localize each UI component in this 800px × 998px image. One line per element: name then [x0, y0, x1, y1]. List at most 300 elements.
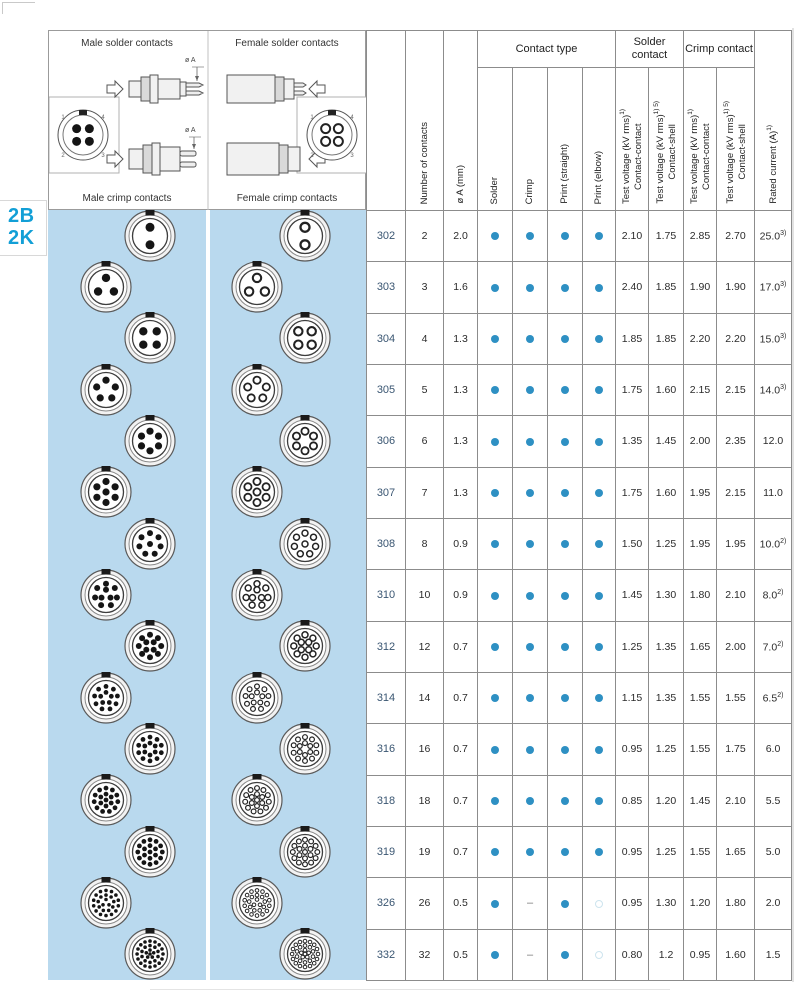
panel-divider: [206, 210, 210, 980]
col-header-test-voltage-solder-contact-shell: Test voltage (kV rms)$^{1) 5)}$ Contact-shell: [649, 68, 684, 211]
test-voltage-cell: 1.2: [649, 929, 684, 980]
reference-cell: 326: [367, 878, 406, 929]
table-row: [367, 416, 792, 467]
availability-dot: [526, 284, 534, 292]
test-voltage-cell: 1.65: [717, 826, 755, 877]
rated-current-cell: 14.0$^{3)}$: [755, 364, 792, 415]
table-row: [367, 826, 792, 877]
contact-type-cell: [478, 621, 513, 672]
availability-open-circle: [595, 951, 603, 959]
female-face-view: [307, 110, 357, 160]
test-voltage-cell: 1.35: [616, 416, 649, 467]
test-voltage-cell: 1.15: [616, 672, 649, 723]
availability-dot: [595, 746, 603, 754]
table-row: [367, 672, 792, 723]
number-of-contacts-cell: 10: [406, 570, 444, 621]
test-voltage-cell: 1.65: [684, 621, 717, 672]
availability-dot: [561, 592, 569, 600]
availability-dot: [491, 284, 499, 292]
reference-cell: 312: [367, 621, 406, 672]
female-contact-face-319: [278, 825, 332, 884]
availability-dot: [491, 335, 499, 343]
contact-arrangement-panel: [48, 210, 366, 980]
page-edge-line-bottom: [150, 989, 670, 990]
series-label-2k: 2K: [8, 227, 35, 249]
table-row: [367, 467, 792, 518]
test-voltage-cell: 1.55: [717, 672, 755, 723]
female-contact-face-306: [278, 414, 332, 473]
female-contact-face-312: [278, 619, 332, 678]
test-voltage-cell: 1.60: [717, 929, 755, 980]
number-of-contacts-cell: 5: [406, 364, 444, 415]
table-row: [367, 878, 792, 929]
label-male-crimp-contacts: Male crimp contacts: [82, 193, 172, 204]
contact-type-cell: [513, 262, 548, 313]
contact-type-cell: [583, 416, 616, 467]
test-voltage-cell: 1.25: [616, 621, 649, 672]
male-contact-face-302: [123, 209, 177, 268]
availability-dot: [526, 797, 534, 805]
dimension-label-solder: ø A: [185, 57, 196, 64]
female-contact-face-307: [230, 465, 284, 524]
contact-type-cell: [548, 262, 583, 313]
contact-type-cell: [583, 775, 616, 826]
availability-dot: [595, 694, 603, 702]
face-contact-number: 1: [61, 115, 65, 121]
test-voltage-cell: 1.35: [649, 621, 684, 672]
test-voltage-cell: 0.95: [616, 826, 649, 877]
test-voltage-cell: 2.00: [684, 416, 717, 467]
label-male-solder-contacts: Male solder contacts: [81, 38, 173, 49]
contact-type-cell: [478, 929, 513, 980]
availability-dot: [526, 746, 534, 754]
test-voltage-cell: 1.30: [649, 570, 684, 621]
contact-type-cell: [513, 416, 548, 467]
test-voltage-cell: 1.45: [649, 416, 684, 467]
not-available-dash: –: [526, 897, 534, 910]
availability-dot: [561, 643, 569, 651]
female-contact-face-303: [230, 260, 284, 319]
contact-type-cell: [583, 724, 616, 775]
test-voltage-cell: 1.85: [616, 313, 649, 364]
contact-type-cell: [583, 826, 616, 877]
test-voltage-cell: 1.45: [616, 570, 649, 621]
male-contact-face-318: [79, 773, 133, 832]
availability-dot: [561, 284, 569, 292]
availability-dot: [561, 489, 569, 497]
test-voltage-cell: 1.20: [649, 775, 684, 826]
contact-type-cell: [548, 518, 583, 569]
diameter-cell: 0.7: [444, 775, 478, 826]
test-voltage-cell: 2.10: [717, 570, 755, 621]
test-voltage-cell: 1.25: [649, 724, 684, 775]
availability-dot: [526, 335, 534, 343]
contact-type-cell: [513, 672, 548, 723]
face-contact-number: 3: [350, 153, 354, 159]
reference-cell: 319: [367, 826, 406, 877]
female-contact-face-332: [278, 927, 332, 986]
contact-type-cell: [478, 570, 513, 621]
number-of-contacts-cell: 7: [406, 467, 444, 518]
contact-type-cell: [583, 313, 616, 364]
contact-type-cell: [513, 364, 548, 415]
table-row: [367, 621, 792, 672]
availability-dot: [491, 951, 499, 959]
col-header-crimp: Crimp: [513, 68, 548, 211]
availability-dot: [526, 438, 534, 446]
number-of-contacts-cell: 14: [406, 672, 444, 723]
test-voltage-cell: 2.10: [616, 211, 649, 262]
female-contact-face-326: [230, 876, 284, 935]
group-header-crimp-contact: Crimp contact: [684, 31, 755, 68]
female-contact-face-316: [278, 722, 332, 781]
test-voltage-cell: 1.85: [649, 262, 684, 313]
test-voltage-cell: 1.55: [684, 826, 717, 877]
availability-dot: [595, 592, 603, 600]
contact-type-cell: [478, 775, 513, 826]
availability-dot: [561, 797, 569, 805]
contact-type-cell: [583, 672, 616, 723]
spec-table: [366, 30, 792, 981]
availability-dot: [561, 386, 569, 394]
contact-type-cell: [548, 724, 583, 775]
contact-type-cell: [513, 878, 548, 929]
female-contact-face-302: [278, 209, 332, 268]
male-contact-face-319: [123, 825, 177, 884]
contact-type-cell: [478, 262, 513, 313]
contact-type-cell: [478, 467, 513, 518]
contact-type-cell: [548, 929, 583, 980]
diameter-cell: 0.7: [444, 621, 478, 672]
availability-dot: [491, 386, 499, 394]
test-voltage-cell: 1.35: [649, 672, 684, 723]
dimension-label-crimp: ø A: [185, 127, 196, 134]
test-voltage-cell: 1.95: [684, 467, 717, 518]
male-contact-face-332: [123, 927, 177, 986]
number-of-contacts-cell: 4: [406, 313, 444, 364]
female-contact-face-310: [230, 568, 284, 627]
reference-cell: 305: [367, 364, 406, 415]
male-contact-face-326: [79, 876, 133, 935]
male-contact-face-304: [123, 311, 177, 370]
number-of-contacts-cell: 16: [406, 724, 444, 775]
number-of-contacts-cell: 6: [406, 416, 444, 467]
reference-cell: 307: [367, 467, 406, 518]
rated-current-cell: 7.0$^{2)}$: [755, 621, 792, 672]
availability-dot: [561, 951, 569, 959]
col-header-solder: Solder: [478, 68, 513, 211]
reference-cell: 318: [367, 775, 406, 826]
table-row: [367, 929, 792, 980]
test-voltage-cell: 2.15: [717, 467, 755, 518]
male-contact-face-306: [123, 414, 177, 473]
contact-type-cell: [548, 775, 583, 826]
diameter-cell: 1.3: [444, 416, 478, 467]
male-face-view: [58, 110, 108, 160]
availability-dot: [491, 900, 499, 908]
contact-type-cell: [513, 518, 548, 569]
reference-cell: 314: [367, 672, 406, 723]
male-contact-face-307: [79, 465, 133, 524]
contact-type-cell: [478, 826, 513, 877]
col-header-diameter: ø A (mm): [444, 31, 478, 211]
availability-dot: [561, 540, 569, 548]
reference-cell: 332: [367, 929, 406, 980]
contact-type-cell: [548, 826, 583, 877]
rated-current-cell: 6.0: [755, 724, 792, 775]
rated-current-cell: 6.5$^{2)}$: [755, 672, 792, 723]
diameter-cell: 1.6: [444, 262, 478, 313]
availability-dot: [595, 335, 603, 343]
contact-type-cell: [548, 313, 583, 364]
contact-type-cell: [513, 570, 548, 621]
diameter-cell: 0.9: [444, 518, 478, 569]
male-contact-face-312: [123, 619, 177, 678]
diameter-cell: 0.5: [444, 878, 478, 929]
table-row: [367, 724, 792, 775]
availability-open-circle: [595, 900, 603, 908]
test-voltage-cell: 0.95: [616, 724, 649, 775]
face-contact-number: 3: [101, 153, 105, 159]
availability-dot: [491, 746, 499, 754]
reference-cell: 304: [367, 313, 406, 364]
face-contact-number: 2: [61, 153, 65, 159]
rated-current-cell: 8.0$^{2)}$: [755, 570, 792, 621]
contact-type-cell: [513, 826, 548, 877]
contact-type-cell: [548, 878, 583, 929]
rated-current-cell: 5.0: [755, 826, 792, 877]
rated-current-cell: 11.0: [755, 467, 792, 518]
rated-current-cell: 1.5: [755, 929, 792, 980]
female-contact-face-314: [230, 671, 284, 730]
col-header-test-voltage-crimp-contact-contact: Test voltage (kV rms)$^{1)}$ Contact-contact: [684, 68, 717, 211]
reference-cell: 308: [367, 518, 406, 569]
availability-dot: [491, 540, 499, 548]
diameter-cell: 0.7: [444, 826, 478, 877]
test-voltage-cell: 0.95: [616, 878, 649, 929]
page-edge-line: [792, 28, 794, 982]
contact-type-cell: [478, 416, 513, 467]
group-header-solder-contact: Solder contact: [616, 31, 684, 68]
test-voltage-cell: 1.90: [684, 262, 717, 313]
face-contact-number: 2: [310, 153, 314, 159]
test-voltage-cell: 2.85: [684, 211, 717, 262]
diameter-cell: 0.7: [444, 672, 478, 723]
contact-type-cell: [513, 313, 548, 364]
test-voltage-cell: 2.10: [717, 775, 755, 826]
col-header-print-elbow: Print (elbow): [583, 68, 616, 211]
table-row: [367, 313, 792, 364]
test-voltage-cell: 2.70: [717, 211, 755, 262]
col-header-rated-current: Rated current $(A)^{1)}$: [755, 31, 792, 211]
contact-type-cell: [583, 518, 616, 569]
availability-dot: [595, 386, 603, 394]
test-voltage-cell: 1.60: [649, 364, 684, 415]
contact-type-cell: [583, 621, 616, 672]
col-header-test-voltage-crimp-contact-shell: Test voltage (kV rms)$^{1) 5)}$ Contact-shell: [717, 68, 755, 211]
number-of-contacts-cell: 26: [406, 878, 444, 929]
availability-dot: [561, 746, 569, 754]
rated-current-cell: 17.0$^{3)}$: [755, 262, 792, 313]
test-voltage-cell: 2.20: [717, 313, 755, 364]
test-voltage-cell: 0.80: [616, 929, 649, 980]
availability-dot: [595, 284, 603, 292]
test-voltage-cell: 2.35: [717, 416, 755, 467]
test-voltage-cell: 1.90: [717, 262, 755, 313]
label-female-crimp-contacts: Female crimp contacts: [236, 193, 338, 204]
availability-dot: [491, 592, 499, 600]
diameter-cell: 0.7: [444, 724, 478, 775]
test-voltage-cell: 1.50: [616, 518, 649, 569]
series-label-2b: 2B: [8, 205, 35, 228]
rated-current-cell: 10.0$^{2)}$: [755, 518, 792, 569]
availability-dot: [595, 438, 603, 446]
table-row: [367, 211, 792, 262]
test-voltage-cell: 2.15: [717, 364, 755, 415]
availability-dot: [595, 848, 603, 856]
availability-dot: [491, 797, 499, 805]
availability-dot: [526, 232, 534, 240]
availability-dot: [561, 900, 569, 908]
col-header-print-straight: Print (straight): [548, 68, 583, 211]
contact-type-cell: [583, 211, 616, 262]
reference-cell: 302: [367, 211, 406, 262]
availability-dot: [561, 694, 569, 702]
availability-dot: [526, 694, 534, 702]
diameter-cell: 0.5: [444, 929, 478, 980]
reference-cell: 303: [367, 262, 406, 313]
contact-type-cell: [548, 364, 583, 415]
test-voltage-cell: 1.60: [649, 467, 684, 518]
contact-type-cell: [478, 724, 513, 775]
number-of-contacts-cell: 32: [406, 929, 444, 980]
male-contact-face-305: [79, 363, 133, 422]
availability-dot: [561, 438, 569, 446]
test-voltage-cell: 1.25: [649, 826, 684, 877]
contact-type-cell: [513, 211, 548, 262]
test-voltage-cell: 1.55: [684, 672, 717, 723]
diameter-cell: 1.3: [444, 467, 478, 518]
test-voltage-cell: 2.20: [684, 313, 717, 364]
test-voltage-cell: 0.85: [616, 775, 649, 826]
col-header-number-of-contacts: Number of contacts: [406, 31, 444, 211]
availability-dot: [491, 438, 499, 446]
diameter-cell: 1.3: [444, 364, 478, 415]
reference-cell: 306: [367, 416, 406, 467]
reference-cell: 316: [367, 724, 406, 775]
availability-dot: [526, 848, 534, 856]
male-contact-face-308: [123, 517, 177, 576]
number-of-contacts-cell: 2: [406, 211, 444, 262]
contact-type-cell: [513, 775, 548, 826]
contact-type-cell: [583, 364, 616, 415]
face-contact-number: 1: [310, 115, 314, 121]
contact-type-cell: [548, 467, 583, 518]
contact-type-cell: [513, 929, 548, 980]
contact-type-cell: [583, 262, 616, 313]
table-row: [367, 570, 792, 621]
contact-type-cell: [583, 929, 616, 980]
connector-drawings-art: [49, 31, 367, 211]
male-contact-face-316: [123, 722, 177, 781]
series-label-box: [0, 200, 47, 256]
test-voltage-cell: 1.75: [616, 364, 649, 415]
availability-dot: [526, 386, 534, 394]
contact-type-cell: [583, 878, 616, 929]
face-contact-number: 4: [350, 115, 354, 121]
contact-type-cell: [478, 878, 513, 929]
male-contact-face-303: [79, 260, 133, 319]
table-row: [367, 262, 792, 313]
number-of-contacts-cell: 8: [406, 518, 444, 569]
contact-type-cell: [478, 518, 513, 569]
rated-current-cell: 2.0: [755, 878, 792, 929]
test-voltage-cell: 0.95: [684, 929, 717, 980]
contact-type-cell: [548, 570, 583, 621]
table-row: [367, 775, 792, 826]
reference-cell: 310: [367, 570, 406, 621]
diameter-cell: 2.0: [444, 211, 478, 262]
contact-type-cell: [478, 672, 513, 723]
availability-dot: [526, 592, 534, 600]
female-contact-face-308: [278, 517, 332, 576]
test-voltage-cell: 1.80: [717, 878, 755, 929]
number-of-contacts-cell: 3: [406, 262, 444, 313]
not-available-dash: –: [526, 948, 534, 961]
availability-dot: [526, 489, 534, 497]
male-contact-face-314: [79, 671, 133, 730]
test-voltage-cell: 1.45: [684, 775, 717, 826]
test-voltage-cell: 1.25: [649, 518, 684, 569]
scan-corner-mark: [2, 2, 35, 14]
availability-dot: [595, 797, 603, 805]
availability-dot: [491, 848, 499, 856]
table-row: [367, 364, 792, 415]
availability-dot: [561, 335, 569, 343]
contact-type-cell: [513, 467, 548, 518]
contact-type-cell: [513, 724, 548, 775]
diameter-cell: 0.9: [444, 570, 478, 621]
availability-dot: [526, 540, 534, 548]
female-contact-face-318: [230, 773, 284, 832]
availability-dot: [491, 694, 499, 702]
test-voltage-cell: 2.40: [616, 262, 649, 313]
availability-dot: [561, 848, 569, 856]
contact-type-cell: [548, 416, 583, 467]
test-voltage-cell: 1.95: [684, 518, 717, 569]
number-of-contacts-cell: 18: [406, 775, 444, 826]
rated-current-cell: 5.5: [755, 775, 792, 826]
availability-dot: [595, 540, 603, 548]
contact-type-cell: [548, 211, 583, 262]
availability-dot: [595, 643, 603, 651]
contact-type-cell: [583, 467, 616, 518]
face-contact-number: 4: [101, 115, 105, 121]
test-voltage-cell: 1.20: [684, 878, 717, 929]
contact-type-cell: [478, 313, 513, 364]
test-voltage-cell: 1.80: [684, 570, 717, 621]
availability-dot: [595, 489, 603, 497]
rated-current-cell: 15.0$^{3)}$: [755, 313, 792, 364]
availability-dot: [491, 232, 499, 240]
contact-type-cell: [548, 672, 583, 723]
connector-diagram-box: [48, 30, 366, 210]
contact-type-cell: [478, 364, 513, 415]
contact-type-cell: [513, 621, 548, 672]
availability-dot: [526, 643, 534, 651]
test-voltage-cell: 1.75: [616, 467, 649, 518]
availability-dot: [491, 643, 499, 651]
